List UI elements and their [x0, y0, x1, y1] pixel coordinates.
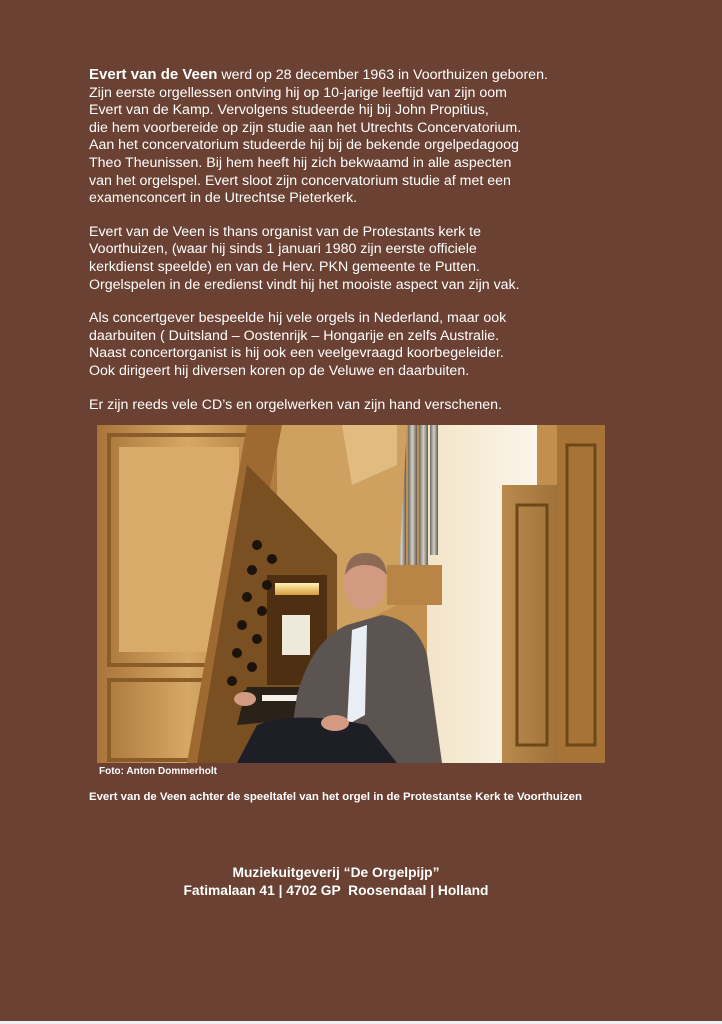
- bio-first-line: werd op 28 december 1963 in Voorthuizen geboren.: [221, 67, 548, 83]
- publisher-name: Muziekuitgeverij “De Orgelpijp”: [232, 865, 440, 880]
- bio-intro-paragraph: [89, 66, 609, 208]
- biography-text: [89, 66, 609, 430]
- publisher-block: [0, 864, 672, 900]
- bio-paragraph-3: Als concertgever bespeelde hij vele orgels in Nederland, maar ook daarbuiten ( Duitsland – Oostenrijk – Hongarije en zelfs Australie. Naast concertorganist is hij ook een veelgevraagd koorbegeleider. Ook dirigeert hij diversen koren op de Veluwe en daarbuiten.: [89, 310, 507, 379]
- bio-paragraph-1: Zijn eerste orgellessen ontving hij op 10-jarige leeftijd van zijn oom Evert van de Kamp. Vervolgens studeerde hij bij John Propitius, die hem voorbereide op zijn studie aan het Utrechts Concervatorium. Aan het concervatorium studeerde hij bij de bekende orgelpedagoog Theo Theunissen. Bij hem heeft hij zich bekwaamd in alle aspecten van het orgelspel. Evert sloot zijn concervatorium studie af met een examenconcert in de Utrechtse Pieterkerk.: [89, 84, 522, 207]
- photo-caption: Evert van de Veen achter de speeltafel van het orgel in de Protestantse Kerk te Voorthuizen: [89, 791, 582, 803]
- publisher-address: Fatimalaan 41 | 4702 GP Roosendaal | Holland: [183, 883, 489, 898]
- photo-credit: Foto: Anton Dommerholt: [99, 766, 217, 777]
- bio-name: Evert van de Veen: [89, 66, 218, 83]
- organist-photo: [97, 425, 605, 763]
- bio-paragraph-4: Er zijn reeds vele CD’s en orgelwerken van zijn hand verschenen.: [89, 396, 502, 413]
- bio-paragraph-2: Evert van de Veen is thans organist van de Protestants kerk te Voorthuizen, (waar hij sinds 1 januari 1980 zijn eerste officiele kerkdienst speelde) en van de Herv. PKN gemeente te Putten. Orgelspelen in de eredienst vindt hij het mooiste aspect van zijn vak.: [89, 223, 520, 293]
